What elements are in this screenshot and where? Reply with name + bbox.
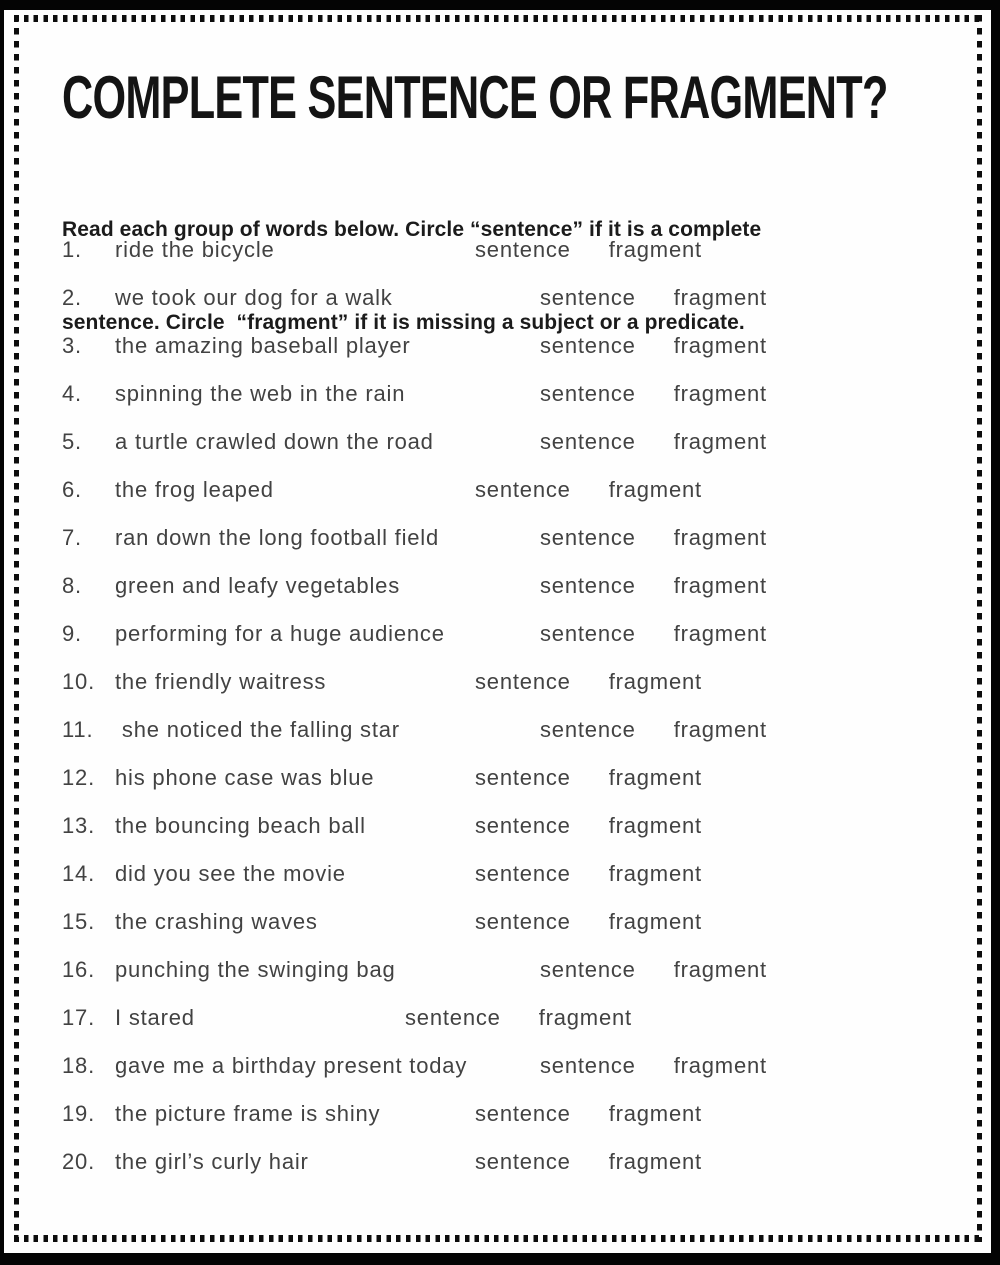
option-sentence[interactable]: sentence <box>475 477 571 502</box>
option-fragment[interactable]: fragment <box>673 381 767 406</box>
option-fragment[interactable]: fragment <box>673 285 767 310</box>
item-options <box>540 1042 767 1090</box>
option-sentence[interactable]: sentence <box>540 717 636 742</box>
option-fragment[interactable]: fragment <box>608 1149 702 1174</box>
item-text: did you see the movie <box>115 861 346 886</box>
dotted-border-bottom <box>14 1235 982 1242</box>
option-sentence[interactable]: sentence <box>475 1101 571 1126</box>
item-options <box>475 1138 702 1186</box>
worksheet-item-row <box>4 946 991 994</box>
item-options <box>475 658 702 706</box>
worksheet-item-row <box>4 610 991 658</box>
item-options <box>475 226 702 274</box>
item-text: green and leafy vegetables <box>115 573 400 598</box>
option-sentence[interactable]: sentence <box>475 237 571 262</box>
item-number: 9. <box>62 621 82 646</box>
item-text: I stared <box>115 1005 195 1030</box>
item-number: 6. <box>62 477 82 502</box>
item-options <box>475 466 702 514</box>
item-options <box>540 562 767 610</box>
worksheet-item-row <box>4 370 991 418</box>
worksheet-item-row <box>4 1138 991 1186</box>
option-fragment[interactable]: fragment <box>673 717 767 742</box>
item-text: performing for a huge audience <box>115 621 445 646</box>
option-fragment[interactable]: fragment <box>608 909 702 934</box>
option-fragment[interactable]: fragment <box>608 237 702 262</box>
option-fragment[interactable]: fragment <box>538 1005 632 1030</box>
item-text: we took our dog for a walk <box>115 285 393 310</box>
item-options <box>475 898 702 946</box>
worksheet-page <box>4 10 991 1253</box>
worksheet-item-row <box>4 802 991 850</box>
item-text: the picture frame is shiny <box>115 1101 381 1126</box>
worksheet-item-row <box>4 322 991 370</box>
option-sentence[interactable]: sentence <box>475 669 571 694</box>
dotted-border-top <box>14 15 982 22</box>
worksheet-item-row <box>4 562 991 610</box>
item-text: the bouncing beach ball <box>115 813 366 838</box>
item-options <box>540 322 767 370</box>
item-text: she noticed the falling star <box>115 717 400 742</box>
item-number: 17. <box>62 1005 95 1030</box>
option-sentence[interactable]: sentence <box>475 1149 571 1174</box>
item-text: the girl’s curly hair <box>115 1149 309 1174</box>
worksheet-item-row <box>4 514 991 562</box>
option-sentence[interactable]: sentence <box>540 333 636 358</box>
option-fragment[interactable]: fragment <box>673 429 767 454</box>
worksheet-item-row <box>4 1042 991 1090</box>
worksheet-item-row <box>4 274 991 322</box>
option-sentence[interactable]: sentence <box>540 621 636 646</box>
option-fragment[interactable]: fragment <box>673 525 767 550</box>
option-fragment[interactable]: fragment <box>608 477 702 502</box>
item-number: 13. <box>62 813 95 838</box>
item-text: his phone case was blue <box>115 765 375 790</box>
item-text: the frog leaped <box>115 477 274 502</box>
item-text: ran down the long football field <box>115 525 440 550</box>
item-number: 10. <box>62 669 95 694</box>
instructions-line-1: Read each group of words below. Circle “sentence” if it is a complete <box>62 218 762 241</box>
item-text: the friendly waitress <box>115 669 327 694</box>
option-fragment[interactable]: fragment <box>608 1101 702 1126</box>
item-number: 7. <box>62 525 82 550</box>
option-sentence[interactable]: sentence <box>540 957 636 982</box>
option-fragment[interactable]: fragment <box>608 813 702 838</box>
item-options <box>475 802 702 850</box>
option-sentence[interactable]: sentence <box>540 1053 636 1078</box>
option-sentence[interactable]: sentence <box>405 1005 501 1030</box>
item-text: the crashing waves <box>115 909 318 934</box>
worksheet-item-row <box>4 706 991 754</box>
item-text: gave me a birthday present today <box>115 1053 468 1078</box>
item-options <box>540 418 767 466</box>
item-number: 18. <box>62 1053 95 1078</box>
item-options <box>540 370 767 418</box>
option-fragment[interactable]: fragment <box>673 957 767 982</box>
option-fragment[interactable]: fragment <box>608 861 702 886</box>
option-sentence[interactable]: sentence <box>540 429 636 454</box>
item-number: 15. <box>62 909 95 934</box>
worksheet-item-row <box>4 994 991 1042</box>
item-options <box>475 754 702 802</box>
item-options <box>475 1090 702 1138</box>
worksheet-item-row <box>4 466 991 514</box>
worksheet-item-row <box>4 850 991 898</box>
item-number: 1. <box>62 237 82 262</box>
worksheet-item-row <box>4 898 991 946</box>
item-number: 19. <box>62 1101 95 1126</box>
item-number: 14. <box>62 861 95 886</box>
worksheet-item-row <box>4 418 991 466</box>
option-sentence[interactable]: sentence <box>540 573 636 598</box>
option-sentence[interactable]: sentence <box>475 861 571 886</box>
option-fragment[interactable]: fragment <box>673 621 767 646</box>
item-options <box>540 274 767 322</box>
instructions-line-2: sentence. Circle “fragment” if it is missing a subject or a predicate. <box>62 311 745 334</box>
item-number: 2. <box>62 285 82 310</box>
item-number: 16. <box>62 957 95 982</box>
item-text: ride the bicycle <box>115 237 275 262</box>
option-sentence[interactable]: sentence <box>540 525 636 550</box>
worksheet-item-row <box>4 226 991 274</box>
option-sentence[interactable]: sentence <box>475 813 571 838</box>
item-options <box>540 514 767 562</box>
item-text: a turtle crawled down the road <box>115 429 434 454</box>
item-number: 20. <box>62 1149 95 1174</box>
option-fragment[interactable]: fragment <box>673 333 767 358</box>
worksheet-item-row <box>4 658 991 706</box>
item-number: 8. <box>62 573 82 598</box>
item-number: 5. <box>62 429 82 454</box>
item-options <box>405 994 632 1042</box>
option-fragment[interactable]: fragment <box>608 669 702 694</box>
page-title: COMPLETE SENTENCE OR FRAGMENT? <box>62 64 888 131</box>
item-number: 4. <box>62 381 82 406</box>
item-text: the amazing baseball player <box>115 333 411 358</box>
option-fragment[interactable]: fragment <box>673 1053 767 1078</box>
option-sentence[interactable]: sentence <box>540 285 636 310</box>
item-text: spinning the web in the rain <box>115 381 406 406</box>
item-number: 12. <box>62 765 95 790</box>
worksheet-item-row <box>4 1090 991 1138</box>
item-number: 11. <box>62 717 94 742</box>
option-sentence[interactable]: sentence <box>475 909 571 934</box>
item-number: 3. <box>62 333 82 358</box>
item-options <box>540 946 767 994</box>
items-list <box>4 226 991 1186</box>
worksheet-item-row <box>4 754 991 802</box>
item-options <box>475 850 702 898</box>
item-options <box>540 706 767 754</box>
option-sentence[interactable]: sentence <box>540 381 636 406</box>
option-fragment[interactable]: fragment <box>673 573 767 598</box>
item-options <box>540 610 767 658</box>
option-fragment[interactable]: fragment <box>608 765 702 790</box>
item-text: punching the swinging bag <box>115 957 396 982</box>
option-sentence[interactable]: sentence <box>475 765 571 790</box>
